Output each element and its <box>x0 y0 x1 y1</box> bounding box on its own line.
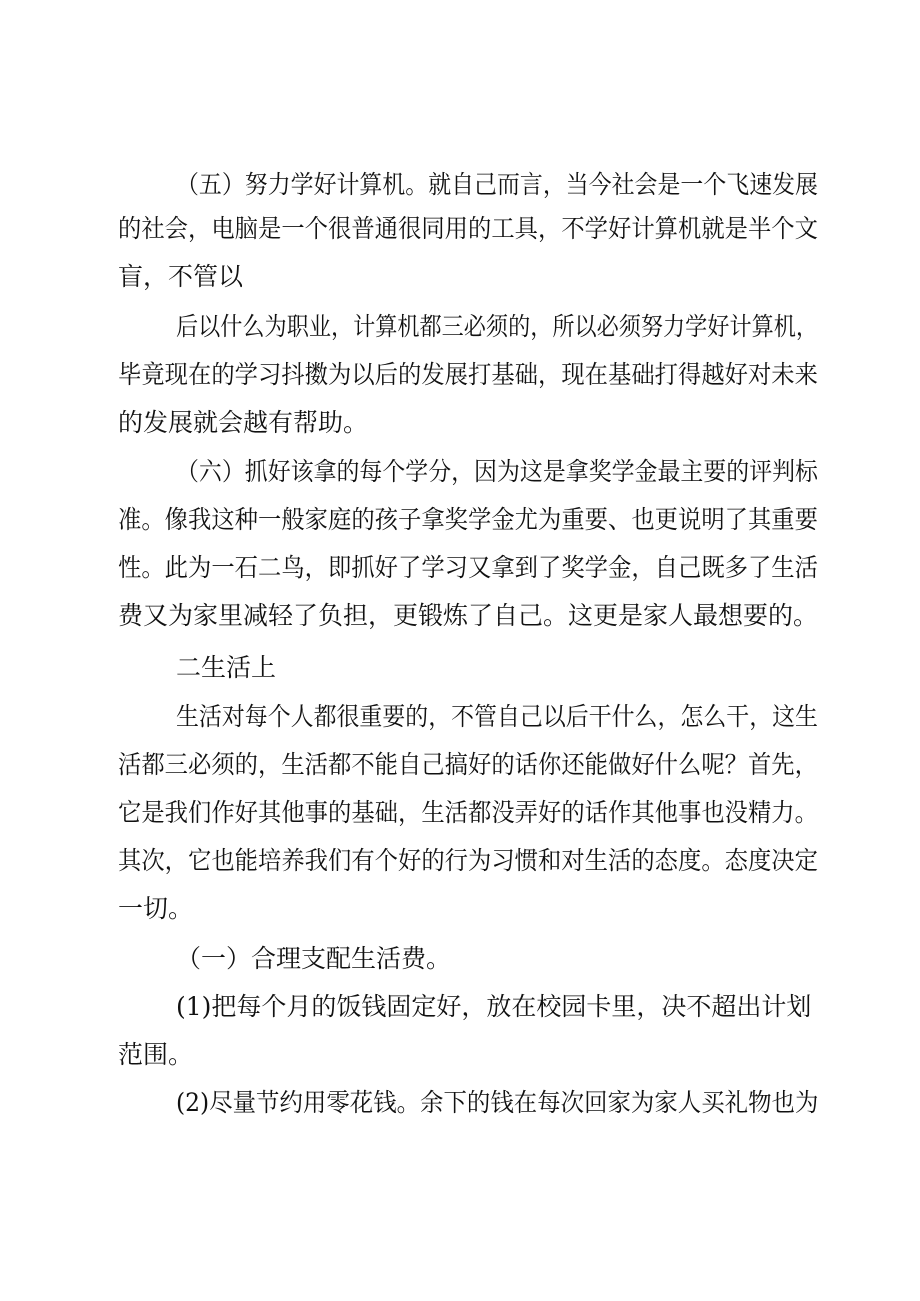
text-line-1: （五）努力学好计算机。就自己而言，当今社会是一个飞速发展 <box>176 170 818 199</box>
text-line-3: 盲，不管以 <box>118 262 244 291</box>
text-line-10: 费又为家里减轻了负担，更锻炼了自己。这更是家人最想要的。 <box>118 601 819 630</box>
section-heading: 二生活上 <box>176 653 277 682</box>
subsection-heading: （一）合理支配生活费。 <box>176 944 452 973</box>
text-line-5: 毕竟现在的学习抖擞为以后的发展打基础，现在基础打得越好对未来 <box>118 360 818 389</box>
text-line-12: 生活对每个人都很重要的，不管自己以后干什么，怎么干，这生 <box>176 702 818 731</box>
text-line-14: 它是我们作好其他事的基础，生活都没弄好的话作其他事也没精力。 <box>118 798 818 827</box>
text-line-16: 一切。 <box>118 894 194 923</box>
text-line-2: 的社会，电脑是一个很普通很同用的工具，不学好计算机就是半个文 <box>118 214 818 243</box>
text-line-15: 其次，它也能培养我们有个好的行为习惯和对生活的态度。态度决定 <box>118 846 818 875</box>
text-line-6: 的发展就会越有帮助。 <box>118 408 369 437</box>
text-line-13: 活都三必须的，生活都不能自己搞好的话你还能做好什么呢？首先， <box>118 750 818 779</box>
text-line-9: 性。此为一石二鸟，即抓好了学习又拿到了奖学金，自己既多了生活 <box>118 553 818 582</box>
text-line-18: (1)把每个月的饭钱固定好，放在校园卡里，决不超出计划 <box>176 992 812 1021</box>
text-line-19: 范围。 <box>118 1040 194 1069</box>
text-line-4: 后以什么为职业，计算机都三必须的，所以必须努力学好计算机， <box>176 312 819 341</box>
text-line-8: 准。像我这种一般家庭的孩子拿奖学金尤为重要、也更说明了其重要 <box>118 505 818 534</box>
text-line-7: （六）抓好该拿的每个学分，因为这是拿奖学金最主要的评判标 <box>176 457 818 486</box>
text-line-20: (2)尽量节约用零花钱。余下的钱在每次回家为家人买礼物也为 <box>176 1088 819 1117</box>
